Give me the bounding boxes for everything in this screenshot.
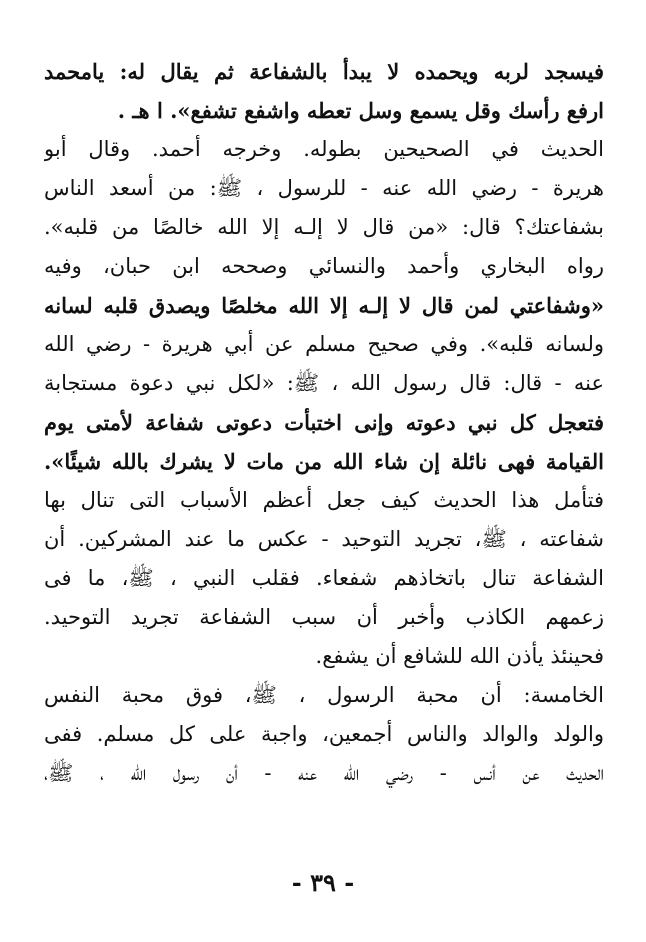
text-line-6: رواه البخاري وأحمد والنسائي وصححه ابن حبان، وفيه — [44, 254, 604, 278]
text-line-3: الحديث في الصحيحين بطوله. وخرجه أحمد. وقال أبو — [44, 137, 604, 161]
page-text — [44, 52, 604, 793]
text-line-18: والولد والوالد والناس أجمعين، واجبة على كل مسلم. ففى — [44, 722, 604, 746]
text-line-5: بشفاعتك؟ قال: «من قال لا إلـه إلا الله خالصًا من قلبه». — [44, 215, 604, 239]
text-line-10: فتعجل كل نبي دعوته وإنى اختبأت دعوتى شفاعة لأمتى يوم — [44, 410, 604, 435]
text-line-16: فحينئذ يأذن الله للشافع أن يشفع. — [315, 644, 604, 668]
text-line-7: «وشفاعتي لمن قال لا إلـه إلا الله مخلصًا ويصدق قلبه لسانه — [44, 293, 604, 318]
text-line-9: عنه - قال: قال رسول الله ، ﷺ: «لكل نبي دعوة مستجابة — [44, 371, 604, 395]
text-line-15: زعمهم الكاذب وأخبر أن سبب الشفاعة تجريد التوحيد. — [44, 605, 604, 629]
text-line-11: القيامة فهى نائلة إن شاء الله من مات لا يشرك بالله شيئًا». — [44, 449, 604, 474]
text-line-8: ولسانه قلبه». وفي صحيح مسلم عن أبي هريرة - رضي الله — [44, 332, 604, 356]
text-line-17: الخامسة: أن محبة الرسول ، ﷺ، فوق محبة النفس — [44, 683, 604, 707]
text-line-2: ارفع رأسك وقل يسمع وسل تعطه واشفع تشفع». ا هـ . — [117, 98, 604, 123]
text-line-12: فتأمل هذا الحديث كيف جعل أعظم الأسباب التى تنال بها — [44, 488, 604, 512]
text-line-19: الحديث عن أنس - رضي الله عنه - أن رسول الله ، ﷺ، — [44, 761, 604, 785]
page-number: - ٣٩ - — [291, 868, 355, 897]
text-line-13: شفاعته ، ﷺ، تجريد التوحيد - عكس ما عند المشركين. أن — [44, 527, 604, 551]
text-line-4: هريرة - رضي الله عنه - للرسول ، ﷺ: من أسعد الناس — [44, 176, 604, 200]
text-line-1: فيسجد لربه ويحمده لا يبدأ بالشفاعة ثم يقال له: يامحمد — [44, 59, 604, 84]
text-line-14: الشفاعة تنال باتخاذهم شفعاء. فقلب النبي ، ﷺ، ما فى — [44, 566, 604, 590]
